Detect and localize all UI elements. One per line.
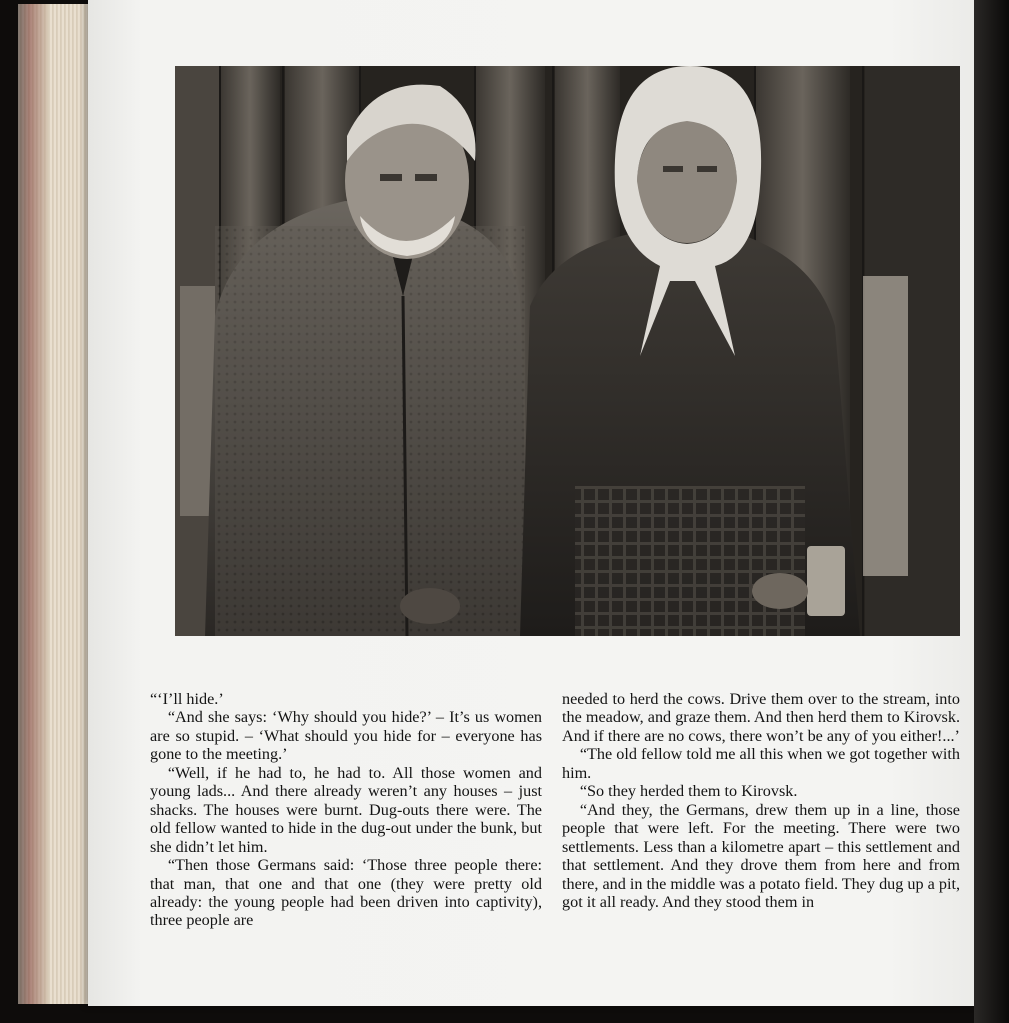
page-shadow <box>974 0 1009 1023</box>
paragraph: “And she says: ‘Why should you hide?’ – It’s us women are so stupid. – ‘What should you hide for – everyone has gone to the meeting.’ <box>150 708 542 764</box>
paragraph: “Then those Germans said: ‘Those three people there: that man, that one and that one (they were pretty old already: the young people had been driven into captivity), three people are <box>150 856 542 930</box>
text-column-left <box>150 690 542 930</box>
photo-illustration <box>175 66 960 636</box>
photograph <box>175 66 960 636</box>
text-column-right <box>562 690 960 911</box>
paragraph: “So they herded them to Kirovsk. <box>579 782 798 801</box>
paragraph: “And they, the Germans, drew them up in a line, those people that were left. For the meeting. There were two settlements. Less than a kilometre apart – this settlement and that settlement. And they drove them from here and from there, and in the middle was a potato field. They dug up a pit, got it all ready. And they stood them in <box>562 800 960 911</box>
paragraph: “The old fellow told me all this when we got together with him. <box>562 745 960 782</box>
paragraph: needed to herd the cows. Drive them over to the stream, into the meadow, and graze them. And then herd them to Kirovsk. And if there are no cows, there won’t be any of you either!...’ <box>562 690 960 745</box>
book-page-edges <box>18 4 90 1004</box>
paragraph: “‘I’ll hide.’ <box>150 690 224 708</box>
paragraph: “Well, if he had to, he had to. All those women and young lads... And there already weren’t any houses – just shacks. The houses were burnt. Dug-outs there were. The old fellow wanted to hide in the dug-out under the bunk, but she didn’t let him. <box>150 763 542 856</box>
